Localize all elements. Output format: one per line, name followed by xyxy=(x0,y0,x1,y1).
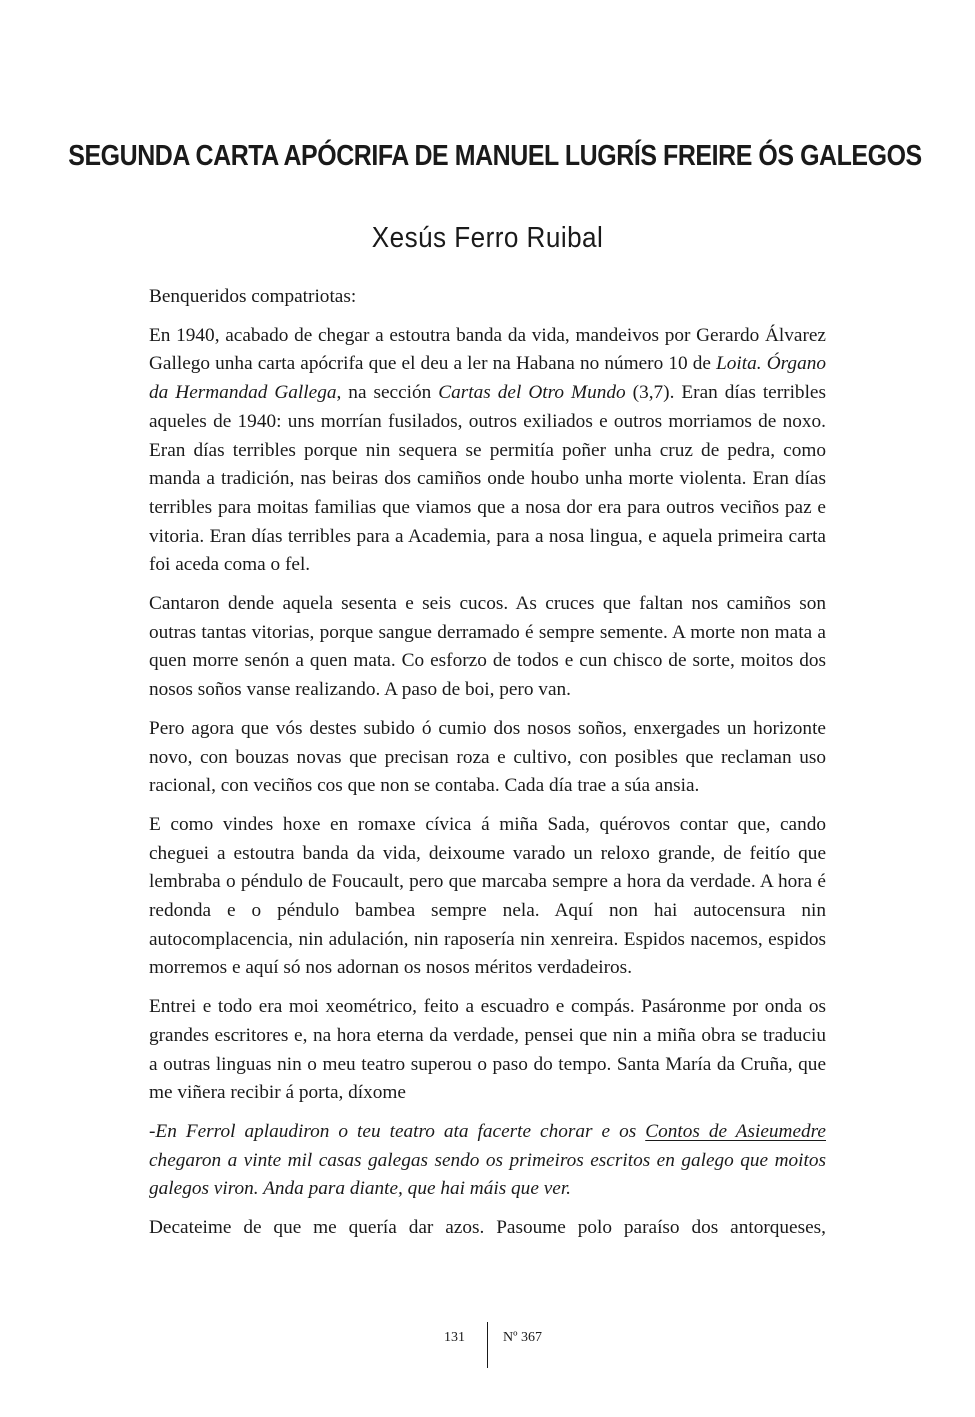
book-title: Contos de Asieumedre xyxy=(645,1120,826,1142)
article-title: SEGUNDA CARTA APÓCRIFA DE MANUEL LUGRÍS FREIRE ÓS GALEGOS xyxy=(68,140,922,172)
quote-paragraph xyxy=(149,1118,826,1204)
paragraph-1 xyxy=(149,322,826,580)
salutation: Benqueridos compatriotas: xyxy=(149,286,357,307)
paragraph-4: E como vindes hoxe en romaxe cívica á miña Sada, quérovos contar que, cando cheguei a estoutra banda da vida, deixoume varado un reloxo grande, de feitío que lembraba o péndulo de Foucault, pero que marcaba sempre a hora da verdade. A hora é redonda e o péndulo bambea sempre nela. Aquí non hai autocensura nin autocomplacencia, nin adulación, nin raposería nin xenreira. Espidos nacemos, espidos morremos e aquí só nos adornan os nosos méritos verdadeiros. xyxy=(149,813,826,979)
publication-title: Loita. Órgano da Hermandad Gallega xyxy=(149,353,826,404)
paragraph-5: Entrei e todo era moi xeométrico, feito a escuadro e compás. Pasáronme por onda os grandes escritores e, na hora eterna da verdade, pensei que nin a miña obra se traduciu a outras linguas nin o meu teatro superou o paso do tempo. Santa María da Cruña, que me viñera recibir á porta, díxome xyxy=(149,996,826,1104)
paragraph-1-text-c: (3,7). Eran días terribles aqueles de 1940: uns morrían fusilados, outros exiliados e outros morriamos de noxo. Eran días terribles porque nin sequera se permitía poñer unha cruz de pedra, como manda a tradición, nas beiras dos camiños onde houbo unha morte violenta. Eran días terribles para moitas familias que viamos que a nosa dor era para outros veciños paz e vitoria. Eran días terribles para a Academia, para a nosa lingua, e aquela primeira carta foi aceda coma o fel. xyxy=(149,382,826,576)
section-title: Cartas del Otro Mundo xyxy=(438,382,626,404)
quote-text-b: chegaron a vinte mil casas galegas sendo os primeiros escritos en galego que moitos galegos viron. Anda para diante, que hai máis que ver. xyxy=(149,1149,826,1200)
article-author: Xesús Ferro Ruibal xyxy=(371,222,604,254)
article-body xyxy=(149,283,826,1253)
page-footer xyxy=(0,1322,975,1368)
paragraph-3: Pero agora que vós destes subido ó cumio dos nosos soños, enxergades un horizonte novo, con bouzas novas que precisan roza e cultivo, con posibles que reclaman uso racional, con veciños cos que non se contaba. Cada día trae a súa ansia. xyxy=(149,717,826,797)
paragraph-1-text-a: En 1940, acabado de chegar a estoutra banda da vida, mandeivos por Gerardo Álvarez Gallego unha carta apócrifa que el deu a ler na Habana no número 10 de xyxy=(149,324,826,375)
quote-text-a: -En Ferrol aplaudiron o teu teatro ata facerte chorar e os xyxy=(149,1120,646,1142)
paragraph-1-text-b: , na sección xyxy=(336,382,439,404)
paragraph-2: Cantaron dende aquela sesenta e seis cucos. As cruces que faltan nos camiños son outras tantas vitorias, porque sangue derramado é sempre semente. A morte non mata a quen morre senón a quen mata. Co esforzo de todos e cun chisco de sorte, moitos dos nosos soños vanse realizando. A paso de boi, pero van. xyxy=(149,593,826,701)
paragraph-6: Decateime de que me quería dar azos. Pasoume polo paraíso dos antorqueses, xyxy=(149,1217,826,1239)
page-number: 131 xyxy=(444,1330,465,1345)
footer-divider xyxy=(487,1322,488,1368)
issue-number: Nº 367 xyxy=(503,1330,542,1345)
